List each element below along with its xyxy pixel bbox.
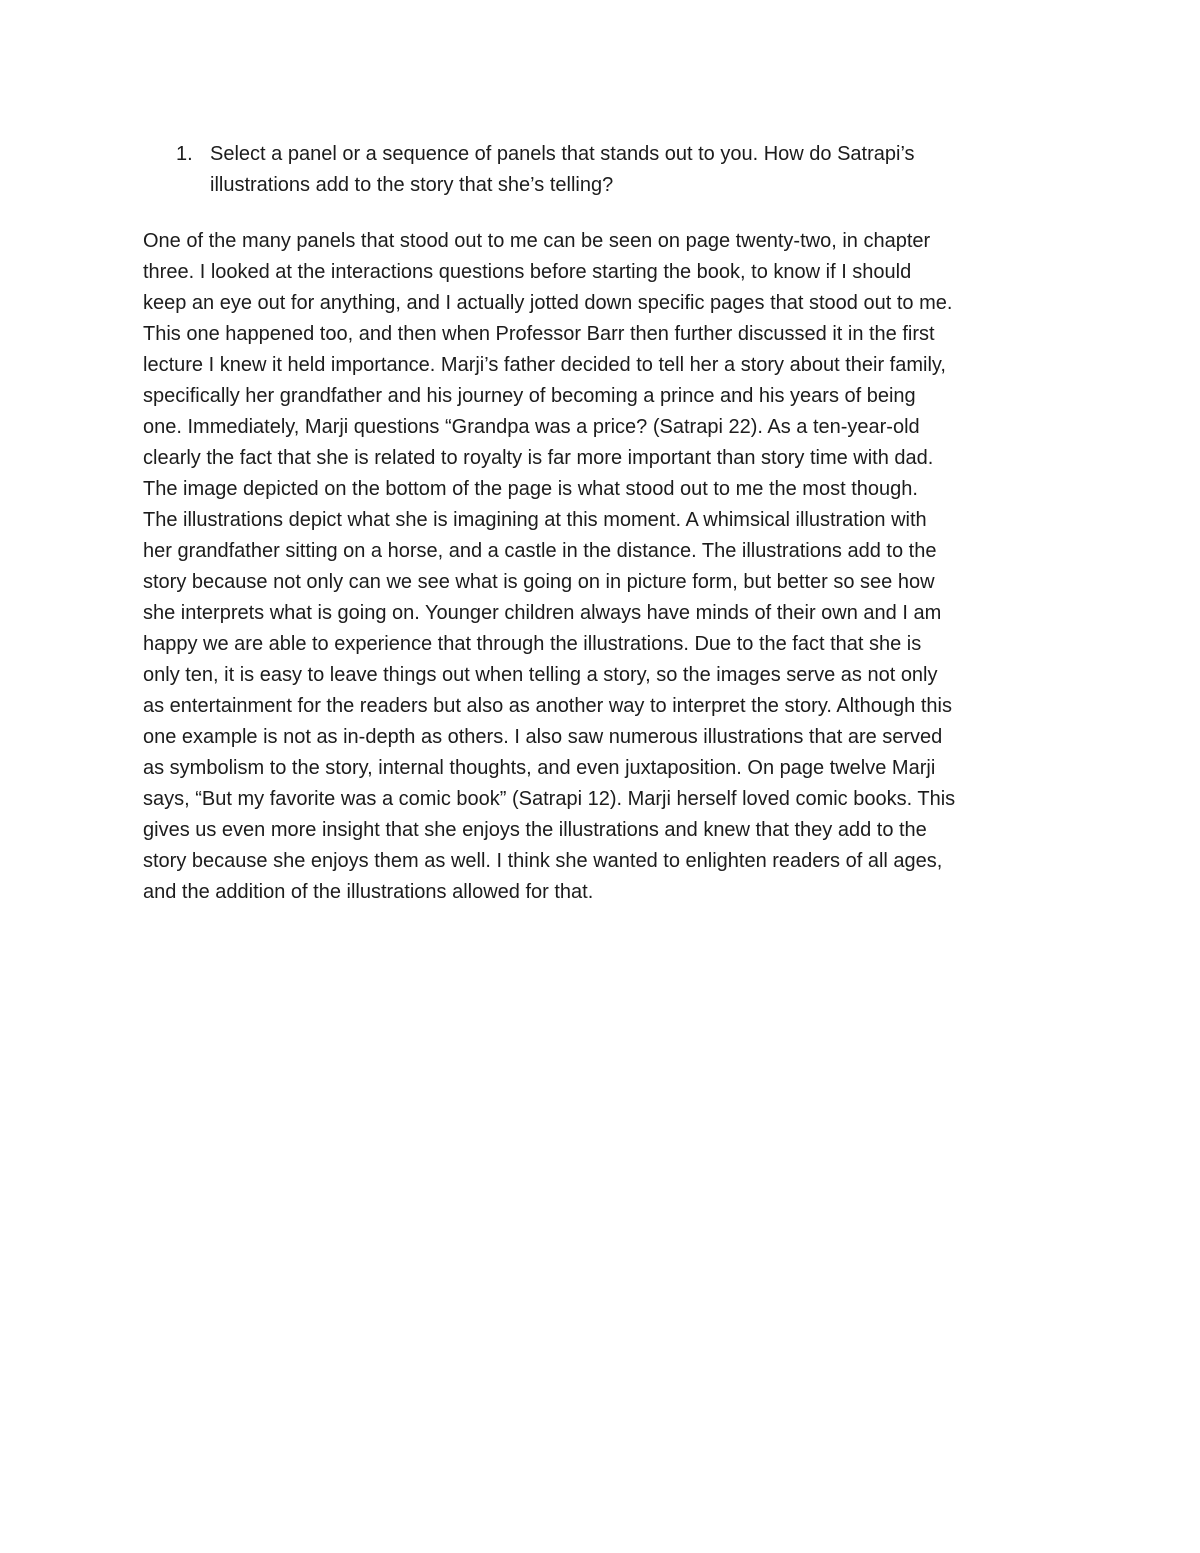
answer-line: lecture I knew it held importance. Marji’s father decided to tell her a story about their family, bbox=[143, 354, 946, 376]
answer-line: as symbolism to the story, internal thoughts, and even juxtaposition. On page twelve Marji bbox=[143, 757, 936, 779]
answer-line: This one happened too, and then when Professor Barr then further discussed it in the first bbox=[143, 323, 935, 345]
answer-line: happy we are able to experience that through the illustrations. Due to the fact that she is bbox=[143, 633, 922, 655]
answer-line: story because not only can we see what is going on in picture form, but better so see how bbox=[143, 571, 935, 593]
answer-line: three. I looked at the interactions questions before starting the book, to know if I should bbox=[143, 261, 912, 283]
answer-line: as entertainment for the readers but also as another way to interpret the story. Although this bbox=[143, 695, 952, 717]
answer-line: story because she enjoys them as well. I think she wanted to enlighten readers of all ages, bbox=[143, 850, 943, 872]
answer-line: one. Immediately, Marji questions “Grandpa was a price? (Satrapi 22). As a ten-year-old bbox=[143, 416, 920, 438]
answer-line: specifically her grandfather and his journey of becoming a prince and his years of being bbox=[143, 385, 916, 407]
answer-line: her grandfather sitting on a horse, and a castle in the distance. The illustrations add to the bbox=[143, 540, 937, 562]
answer-line: says, “But my favorite was a comic book” (Satrapi 12). Marji herself loved comic books. This bbox=[143, 788, 956, 810]
answer-line: and the addition of the illustrations allowed for that. bbox=[143, 881, 594, 903]
answer-line: one example is not as in-depth as others. I also saw numerous illustrations that are served bbox=[143, 726, 943, 748]
answer-line: she interprets what is going on. Younger children always have minds of their own and I am bbox=[143, 602, 942, 624]
question-line: illustrations add to the story that she’s telling? bbox=[210, 174, 614, 196]
answer-line: only ten, it is easy to leave things out when telling a story, so the images serve as not only bbox=[143, 664, 938, 686]
question-item bbox=[176, 139, 1056, 201]
answer-line: One of the many panels that stood out to me can be seen on page twenty-two, in chapter bbox=[143, 230, 931, 252]
answer-line: The illustrations depict what she is imagining at this moment. A whimsical illustration with bbox=[143, 509, 927, 531]
answer-line: clearly the fact that she is related to royalty is far more important than story time with dad. bbox=[143, 447, 934, 469]
question-text bbox=[210, 139, 1056, 201]
answer-line: gives us even more insight that she enjoys the illustrations and knew that they add to the bbox=[143, 819, 927, 841]
question-line: Select a panel or a sequence of panels that stands out to you. How do Satrapi’s bbox=[210, 143, 915, 165]
question-number: 1. bbox=[176, 143, 193, 165]
answer-paragraph bbox=[143, 226, 1073, 908]
answer-line: The image depicted on the bottom of the page is what stood out to me the most though. bbox=[143, 478, 918, 500]
answer-line: keep an eye out for anything, and I actually jotted down specific pages that stood out to me. bbox=[143, 292, 953, 314]
